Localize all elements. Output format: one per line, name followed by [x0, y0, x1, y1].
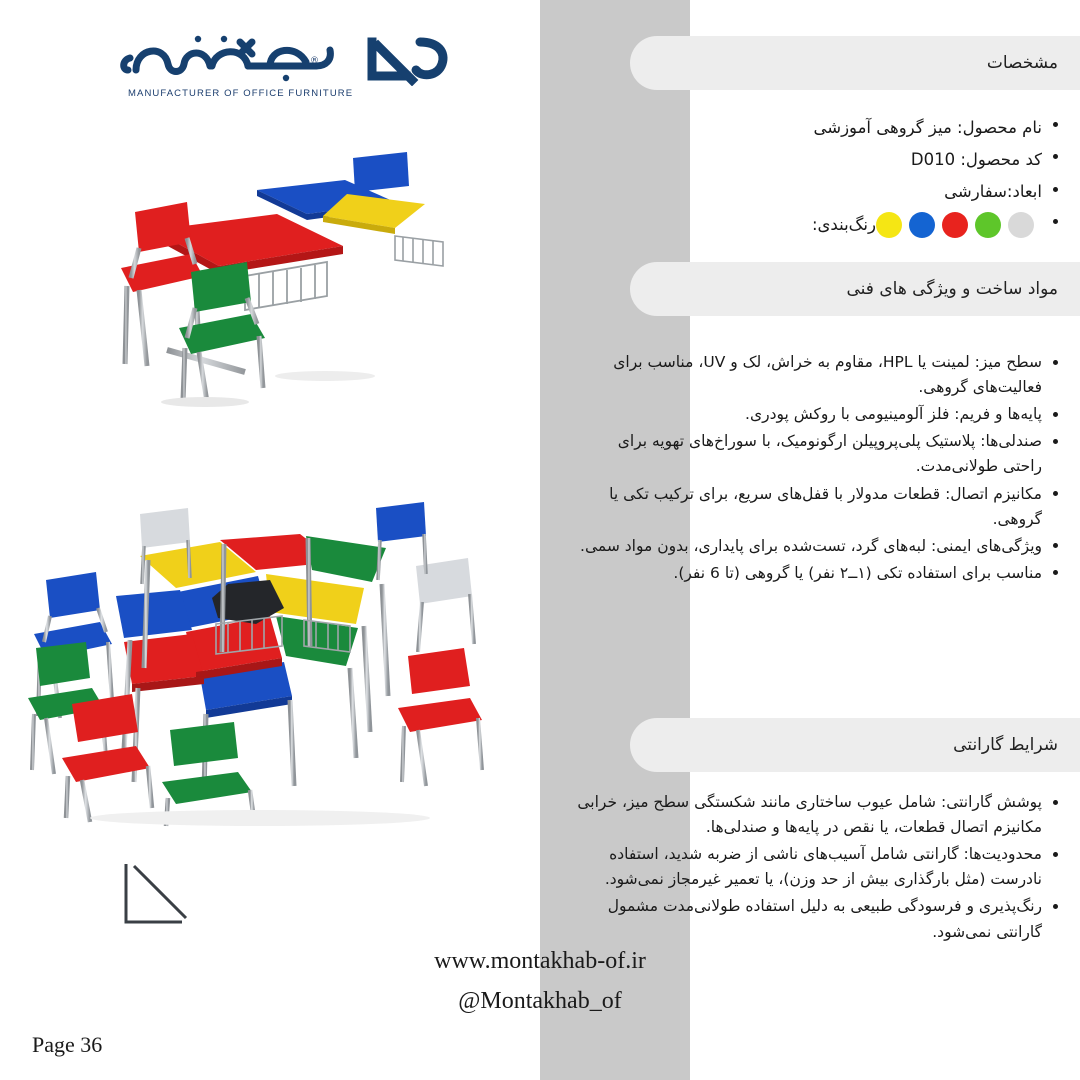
product-photo-top [95, 150, 465, 410]
section-title-materials: مواد ساخت و ویژگی های فنی [846, 279, 1058, 299]
warranty-item-coverage [575, 790, 1060, 840]
material-item-safety [575, 534, 1060, 559]
spec-item-product-name [575, 112, 1060, 144]
registered-mark: ® [310, 56, 319, 66]
material-text: ویژگی‌های ایمنی: لبه‌های گرد، تست‌شده برای پایداری، بدون مواد سمی. [580, 536, 1042, 555]
section-title-specs: مشخصات [986, 53, 1058, 73]
footer-monogram-icon [120, 860, 192, 932]
color-swatch-row [876, 212, 1034, 238]
section-header-specs [630, 36, 1080, 90]
section-title-warranty: شرایط گارانتی [953, 735, 1058, 755]
material-text: مناسب برای استفاده تکی (۱ــ۲ نفر) یا گروهی (تا 6 نفر). [673, 563, 1042, 582]
section-header-warranty [630, 718, 1080, 772]
material-item-frame [575, 402, 1060, 427]
spec-text: ابعاد:سفارشی [944, 182, 1042, 202]
warranty-text: رنگ‌پذیری و فرسودگی طبیعی به دلیل استفاده طولانی‌مدت مشمول گارانتی نمی‌شود. [607, 897, 1042, 941]
warranty-item-wear [575, 894, 1060, 944]
color-swatch-yellow [876, 212, 902, 238]
specs-list [575, 112, 1060, 241]
spec-text: نام محصول: میز گروهی آموزشی [813, 118, 1042, 137]
warranty-item-limitations [575, 842, 1060, 892]
logo-icon [120, 30, 450, 86]
brand-tagline: MANUFACTURER OF OFFICE FURNITURE [128, 88, 354, 99]
product-photo-bottom [20, 500, 520, 830]
color-label: رنگ‌بندی: [811, 214, 876, 234]
spec-text: کد محصول: D010 [910, 150, 1042, 170]
material-item-chairs [575, 429, 1060, 479]
material-item-connection-mechanism [575, 482, 1060, 532]
spec-item-colors [575, 209, 1060, 241]
material-text: مکانیزم اتصال: قطعات مدولار با قفل‌های سریع، برای ترکیب تکی یا گروهی. [609, 484, 1042, 528]
website-url[interactable]: www.montakhab-of.ir [434, 948, 646, 974]
material-text: سطح میز: لمینت یا HPL، مقاوم به خراش، لک و UV، مناسب برای فعالیت‌های گروهی. [613, 353, 1042, 397]
spec-item-dimensions [575, 176, 1060, 208]
spec-item-product-code [575, 144, 1060, 176]
material-text: صندلی‌ها: پلاستیک پلی‌پروپیلن ارگونومیک، با سوراخ‌های تهویه برای راحتی طولانی‌مدت. [617, 432, 1042, 476]
monogram-icon [372, 42, 443, 80]
material-text: پایه‌ها و فریم: فلز آلومینیومی با روکش پودری. [745, 405, 1042, 424]
warranty-text: محدودیت‌ها: گارانتی شامل آسیب‌های ناشی از ضربه شدید، استفاده نادرست (مثل بارگذاری بیش از حد وزن)، یا تعمیر غیرمجاز نمی‌شود. [604, 845, 1042, 889]
brand-logo [120, 30, 450, 108]
warranty-list [575, 790, 1060, 947]
color-swatch-green [975, 212, 1001, 238]
social-handle[interactable]: @Montakhab_of [458, 988, 622, 1014]
material-item-tabletop [575, 350, 1060, 400]
material-item-capacity [575, 561, 1060, 586]
warranty-text: پوشش گارانتی: شامل عیوب ساختاری مانند شکستگی سطح میز، خرابی مکانیزم اتصال قطعات، یا نقص در پایه‌ها و صندلی‌ها. [577, 793, 1042, 837]
section-header-materials [630, 262, 1080, 316]
color-swatch-white [1008, 212, 1034, 238]
page-number: Page 36 [32, 1032, 103, 1057]
color-swatch-blue [909, 212, 935, 238]
color-swatch-red [942, 212, 968, 238]
materials-list [575, 350, 1060, 588]
